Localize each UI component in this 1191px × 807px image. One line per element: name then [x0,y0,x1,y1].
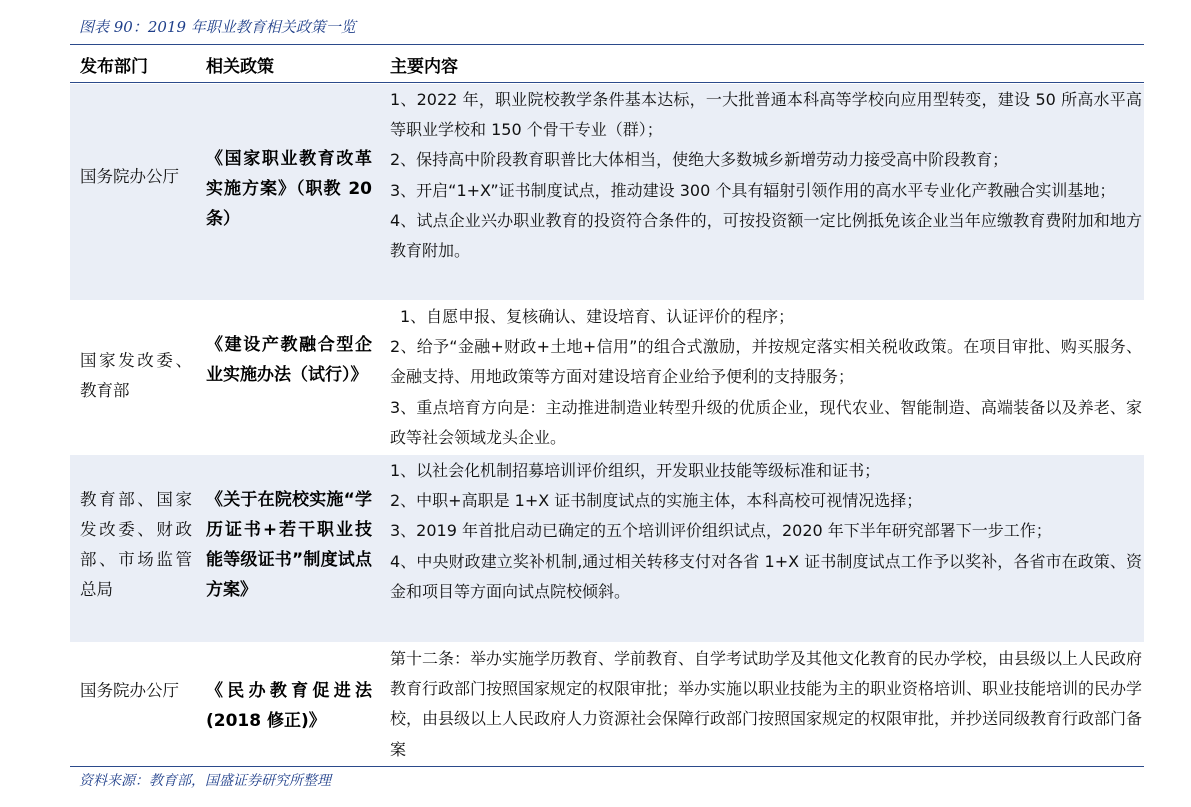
content-item: 第十二条：举办实施学历教育、学前教育、自学考试助学及其他文化教育的民办学校，由县级以上人民政府教育行政部门按照国家规定的权限审批；举办实施以职业技能为主的职业资格培训、职业技能培训的民办学校，由县级以上人民政府人力资源社会保障行政部门按照国家规定的权限审批，并抄送同级教育行政部门备案 [390,649,1143,759]
content-item: 2、给予“金融+财政+土地+信用”的组合式激励，并按规定落实相关税收政策。在项目审批、购买服务、金融支持、用地政策等方面对建设培育企业给予便利的支持服务； [390,337,1142,387]
content-item: 1、2022 年，职业院校教学条件基本达标，一大批普通本科高等学校向应用型转变，建设 50 所高水平高等职业学校和 150 个骨干专业（群）； [390,90,1142,140]
content-item: 1、以社会化机制招募培训评价组织，开发职业技能等级标准和证书； [390,461,881,480]
content-item: 1、自愿申报、复核确认、建设培育、认证评价的程序； [400,307,795,326]
table-row [70,642,1144,766]
header-rule [70,82,1144,83]
policy-cell: 《民办教育促进法(2018 修正)》 [206,681,372,731]
policy-cell: 《关于在院校实施“学历证书+若干职业技能等级证书”制度试点方案》 [206,490,372,600]
content-item: 4、试点企业兴办职业教育的投资符合条件的，可按投资额一定比例抵免该企业当年应缴教育费附加和地方教育附加。 [390,210,1142,261]
content-item: 3、重点培育方向是：主动推进制造业转型升级的优质企业，现代农业、智能制造、高端装备以及养老、家政等社会领域龙头企业。 [390,397,1142,447]
header-content: 主要内容 [390,57,458,77]
policy-cell: 《建设产教融合型企业实施办法（试行）》 [206,335,372,385]
bottom-rule [70,766,1144,767]
table-row [70,455,1144,642]
dept-cell: 国务院办公厅 [80,681,179,700]
content-item: 2、保持高中阶段教育职普比大体相当，使绝大多数城乡新增劳动力接受高中阶段教育； [390,150,1009,170]
content-item: 3、开启“1+X”证书制度试点，推动建设 300 个具有辐射引领作用的高水平专业化产教融合实训基地； [390,180,1116,200]
content-item: 4、中央财政建立奖补机制,通过相关转移支付对各省 1+X 证书制度试点工作予以奖补，各省市在政策、资金和项目等方面向试点院校倾斜。 [390,551,1142,601]
dept-cell: 国务院办公厅 [80,167,179,186]
content-item: 2、中职+高职是 1+X 证书制度试点的实施主体，本科高校可视情况选择； [390,491,923,511]
content-cell [390,85,1142,266]
table-row [70,84,1144,300]
content-cell [390,644,1142,765]
content-item: 3、2019 年首批启动已确定的五个培训评价组织试点，2020 年下半年研究部署下一步工作； [390,521,1052,541]
policy-cell: 《国家职业教育改革实施方案》（职教 20 条） [206,149,372,229]
table-row [70,300,1144,455]
dept-cell: 教育部、国家发改委、财政部、市场监管总局 [80,490,192,599]
content-cell [390,456,1142,607]
top-rule [70,44,1144,45]
source-note: 资料来源：教育部，国盛证券研究所整理 [79,773,331,789]
figure-title: 图表 90：2019 年职业教育相关政策一览 [79,18,356,36]
dept-cell: 国家发改委、教育部 [80,351,192,400]
header-policy: 相关政策 [206,57,274,77]
header-dept: 发布部门 [80,57,148,77]
content-cell [390,302,1142,453]
